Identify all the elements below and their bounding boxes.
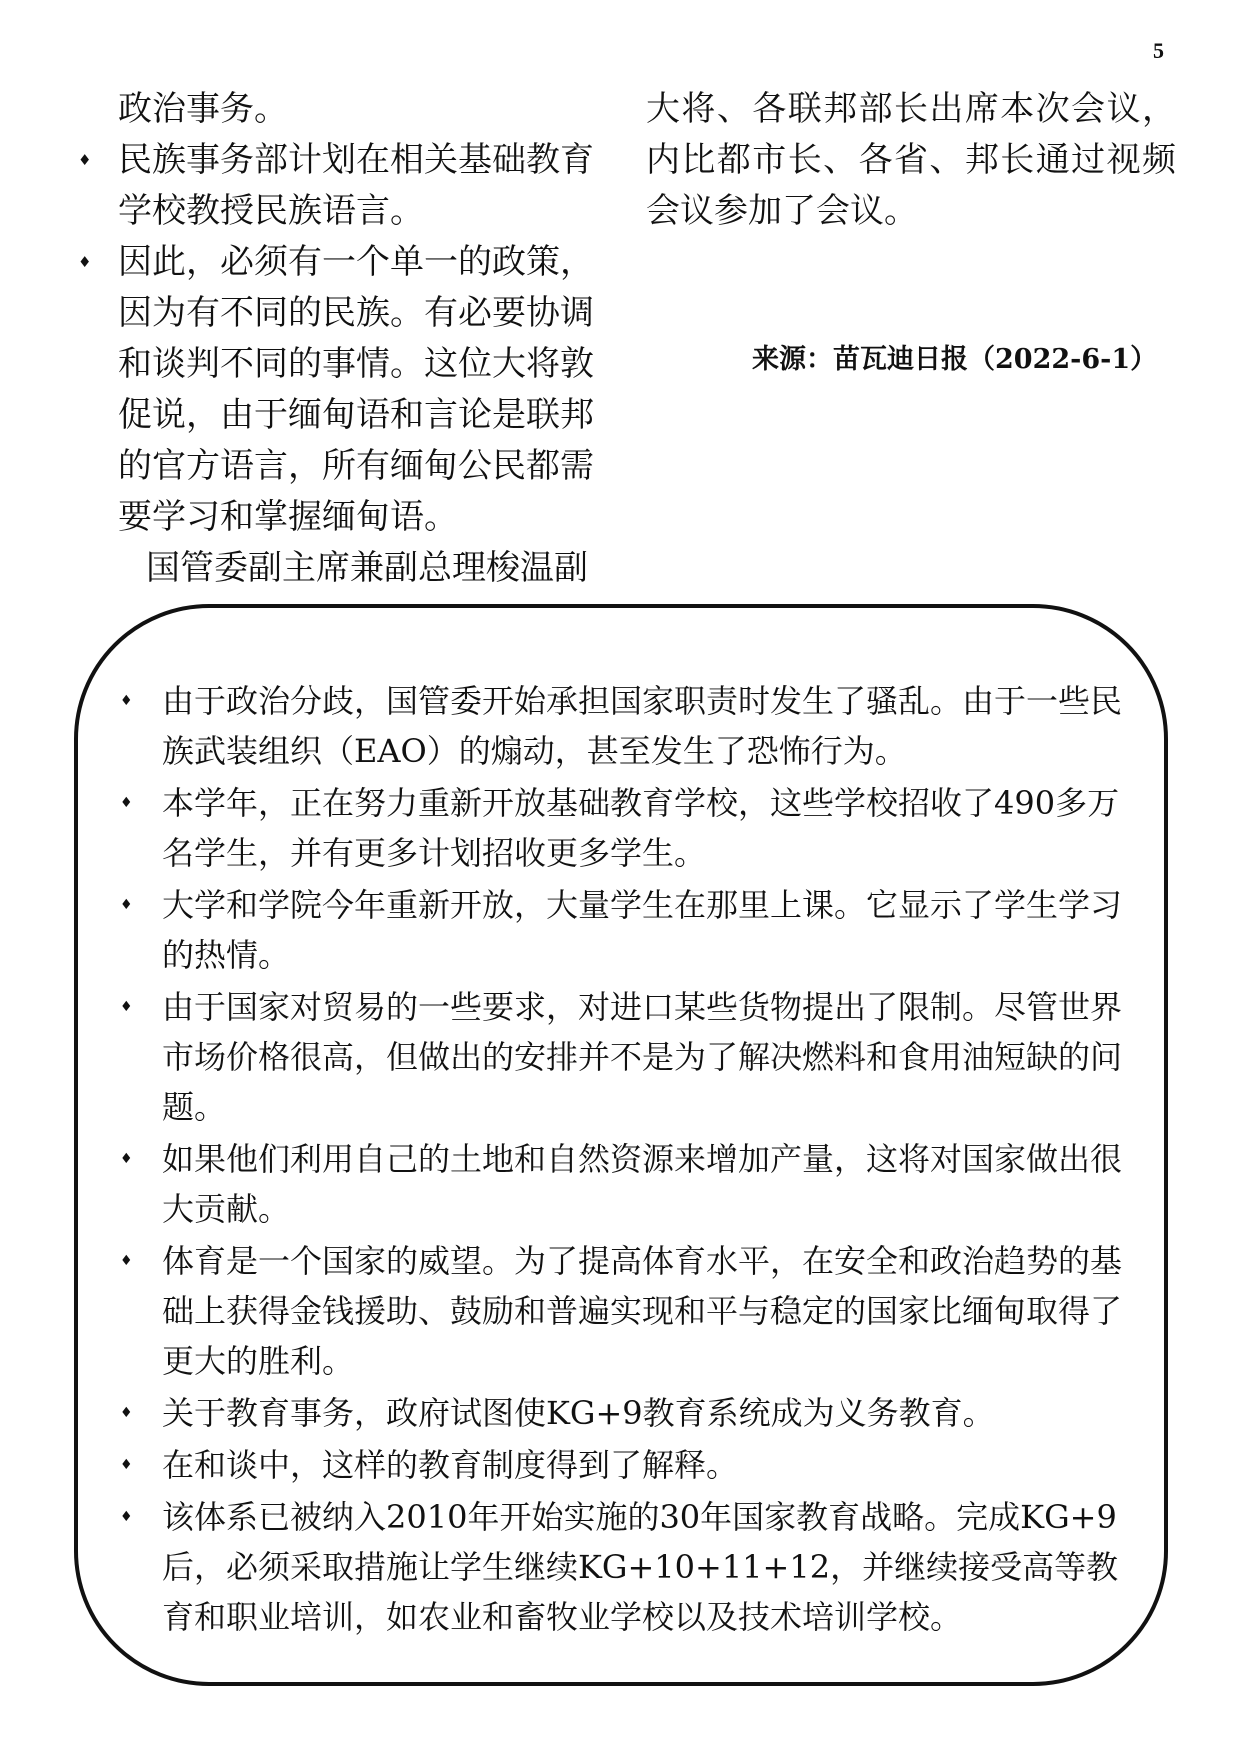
diamond-bullet-icon: ♦ — [120, 1151, 133, 1167]
left-bullet-item — [78, 135, 606, 237]
summary-item-text: 由于政治分歧，国管委开始承担国家职责时发生了骚乱。由于一些民族武装组织（EAO）的煽动，甚至发生了恐怖行为。 — [162, 682, 1123, 770]
summary-item-text: 关于教育事务，政府试图使KG+9教育系统成为义务教育。 — [162, 1394, 995, 1432]
summary-item — [112, 1492, 1124, 1642]
right-column — [646, 84, 1176, 237]
summary-item — [112, 880, 1124, 980]
summary-item — [112, 1440, 1124, 1490]
summary-item — [112, 1388, 1124, 1438]
diamond-bullet-icon: ♦ — [120, 795, 133, 811]
summary-item — [112, 982, 1124, 1132]
summary-item-text: 该体系已被纳入2010年开始实施的30年国家教育战略。完成KG+9后，必须采取措施让学生继续KG+10+11+12，并继续接受高等教育和职业培训，如农业和畜牧业学校以及技术培训学校。 — [162, 1498, 1119, 1636]
page-number: 5 — [1153, 38, 1164, 63]
left-bullet-text: 因此，必须有一个单一的政策，因为有不同的民族。有必要协调和谈判不同的事情。这位大将敦促说，由于缅甸语和言论是联邦的官方语言，所有缅甸公民都需要学习和掌握缅甸语。 — [118, 242, 594, 537]
diamond-bullet-icon: ♦ — [78, 253, 92, 271]
left-bullet-item — [78, 237, 606, 543]
summary-box-list — [112, 676, 1124, 1644]
summary-item-text: 本学年，正在努力重新开放基础教育学校，这些学校招收了490多万名学生，并有更多计划招收更多学生。 — [162, 784, 1120, 872]
left-closing-paragraph — [78, 543, 606, 594]
summary-item — [112, 1134, 1124, 1234]
left-bullet-list — [78, 135, 606, 543]
diamond-bullet-icon: ♦ — [120, 999, 133, 1015]
diamond-bullet-icon: ♦ — [120, 897, 133, 913]
diamond-bullet-icon: ♦ — [120, 693, 133, 709]
diamond-bullet-icon: ♦ — [120, 1253, 133, 1269]
left-column — [78, 84, 606, 594]
summary-item-text: 如果他们利用自己的土地和自然资源来增加产量，这将对国家做出很大贡献。 — [162, 1140, 1123, 1228]
summary-item — [112, 778, 1124, 878]
diamond-bullet-icon: ♦ — [120, 1457, 133, 1473]
diamond-bullet-icon: ♦ — [120, 1509, 133, 1525]
summary-item-text: 体育是一个国家的威望。为了提高体育水平，在安全和政治趋势的基础上获得金钱援助、鼓励和普遍实现和平与稳定的国家比缅甸取得了更大的胜利。 — [162, 1242, 1123, 1380]
right-paragraph: 大将、各联邦部长出席本次会议，内比都市长、各省、邦长通过视频会议参加了会议。 — [646, 89, 1176, 231]
left-closing-text: 国管委副主席兼副总理梭温副 — [146, 548, 588, 588]
summary-item-text: 在和谈中，这样的教育制度得到了解释。 — [162, 1446, 739, 1484]
diamond-bullet-icon: ♦ — [78, 151, 92, 169]
source-citation: 来源：苗瓦迪日报（2022-6-1） — [752, 344, 1158, 375]
left-bullet-text: 民族事务部计划在相关基础教育学校教授民族语言。 — [118, 140, 594, 231]
left-continuation-paragraph: 政治事务。 — [118, 89, 288, 129]
summary-item-text: 由于国家对贸易的一些要求，对进口某些货物提出了限制。尽管世界市场价格很高，但做出的安排并不是为了解决燃料和食用油短缺的问题。 — [162, 988, 1123, 1126]
diamond-bullet-icon: ♦ — [120, 1405, 133, 1421]
summary-item-text: 大学和学院今年重新开放，大量学生在那里上课。它显示了学生学习的热情。 — [162, 886, 1123, 974]
summary-item — [112, 676, 1124, 776]
summary-item — [112, 1236, 1124, 1386]
